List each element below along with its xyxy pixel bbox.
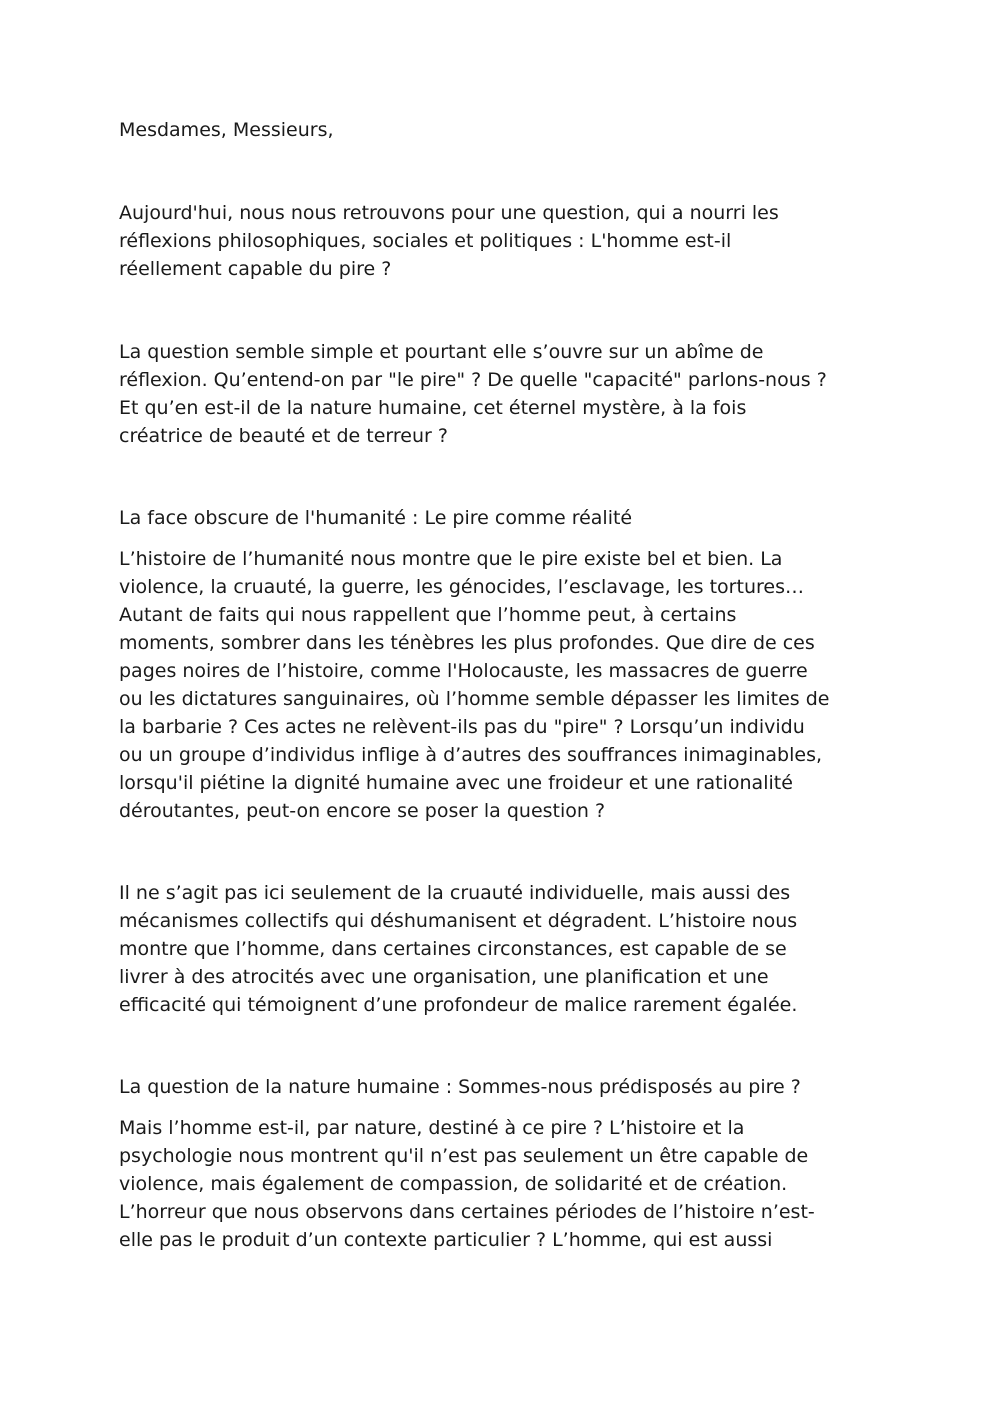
- text-line: créatrice de beauté et de terreur ?: [119, 425, 448, 447]
- question-paragraph: [119, 338, 879, 450]
- greeting: [119, 116, 879, 144]
- greeting-line: Mesdames, Messieurs,: [119, 119, 334, 141]
- text-line: L’histoire de l’humanité nous montre que le pire existe bel et bien. La: [119, 548, 783, 570]
- text-line: Mais l’homme est-il, par nature, destiné à ce pire ? L’histoire et la: [119, 1117, 745, 1139]
- intro-paragraph: [119, 199, 879, 283]
- section-heading-1: [119, 504, 879, 532]
- text-line: Autant de faits qui nous rappellent que l’homme peut, à certains: [119, 604, 737, 626]
- section-heading: La question de la nature humaine : Sommes-nous prédisposés au pire ?: [119, 1076, 801, 1098]
- text-line: ou les dictatures sanguinaires, où l’homme semble dépasser les limites de: [119, 688, 830, 710]
- text-line: ou un groupe d’individus inflige à d’autres des souffrances inimaginables,: [119, 744, 823, 766]
- text-line: réellement capable du pire ?: [119, 258, 392, 280]
- section2-paragraph1: [119, 1114, 879, 1254]
- text-line: déroutantes, peut-on encore se poser la question ?: [119, 800, 606, 822]
- text-line: L’horreur que nous observons dans certaines périodes de l’histoire n’est-: [119, 1201, 815, 1223]
- section-heading-2: [119, 1073, 879, 1101]
- text-line: violence, mais également de compassion, de solidarité et de création.: [119, 1173, 788, 1195]
- text-line: moments, sombrer dans les ténèbres les plus profondes. Que dire de ces: [119, 632, 815, 654]
- text-line: psychologie nous montrent qu'il n’est pas seulement un être capable de: [119, 1145, 809, 1167]
- text-line: réflexion. Qu’entend-on par "le pire" ? De quelle "capacité" parlons-nous ?: [119, 369, 827, 391]
- text-line: elle pas le produit d’un contexte particulier ? L’homme, qui est aussi: [119, 1229, 773, 1251]
- text-line: Aujourd'hui, nous nous retrouvons pour une question, qui a nourri les: [119, 202, 779, 224]
- text-line: montre que l’homme, dans certaines circonstances, est capable de se: [119, 938, 787, 960]
- section-heading: La face obscure de l'humanité : Le pire comme réalité: [119, 507, 633, 529]
- text-line: mécanismes collectifs qui déshumanisent et dégradent. L’histoire nous: [119, 910, 798, 932]
- text-line: pages noires de l’histoire, comme l'Holocauste, les massacres de guerre: [119, 660, 808, 682]
- text-line: violence, la cruauté, la guerre, les génocides, l’esclavage, les tortures…: [119, 576, 804, 598]
- text-line: Il ne s’agit pas ici seulement de la cruauté individuelle, mais aussi des: [119, 882, 791, 904]
- text-line: efficacité qui témoignent d’une profondeur de malice rarement égalée.: [119, 994, 798, 1016]
- text-line: la barbarie ? Ces actes ne relèvent-ils pas du "pire" ? Lorsqu’un individu: [119, 716, 805, 738]
- text-line: réflexions philosophiques, sociales et politiques : L'homme est-il: [119, 230, 732, 252]
- text-line: La question semble simple et pourtant elle s’ouvre sur un abîme de: [119, 341, 764, 363]
- text-line: livrer à des atrocités avec une organisation, une planification et une: [119, 966, 769, 988]
- section1-paragraph1: [119, 545, 879, 825]
- text-line: lorsqu'il piétine la dignité humaine avec une froideur et une rationalité: [119, 772, 793, 794]
- section1-paragraph2: [119, 879, 879, 1019]
- text-line: Et qu’en est-il de la nature humaine, cet éternel mystère, à la fois: [119, 397, 747, 419]
